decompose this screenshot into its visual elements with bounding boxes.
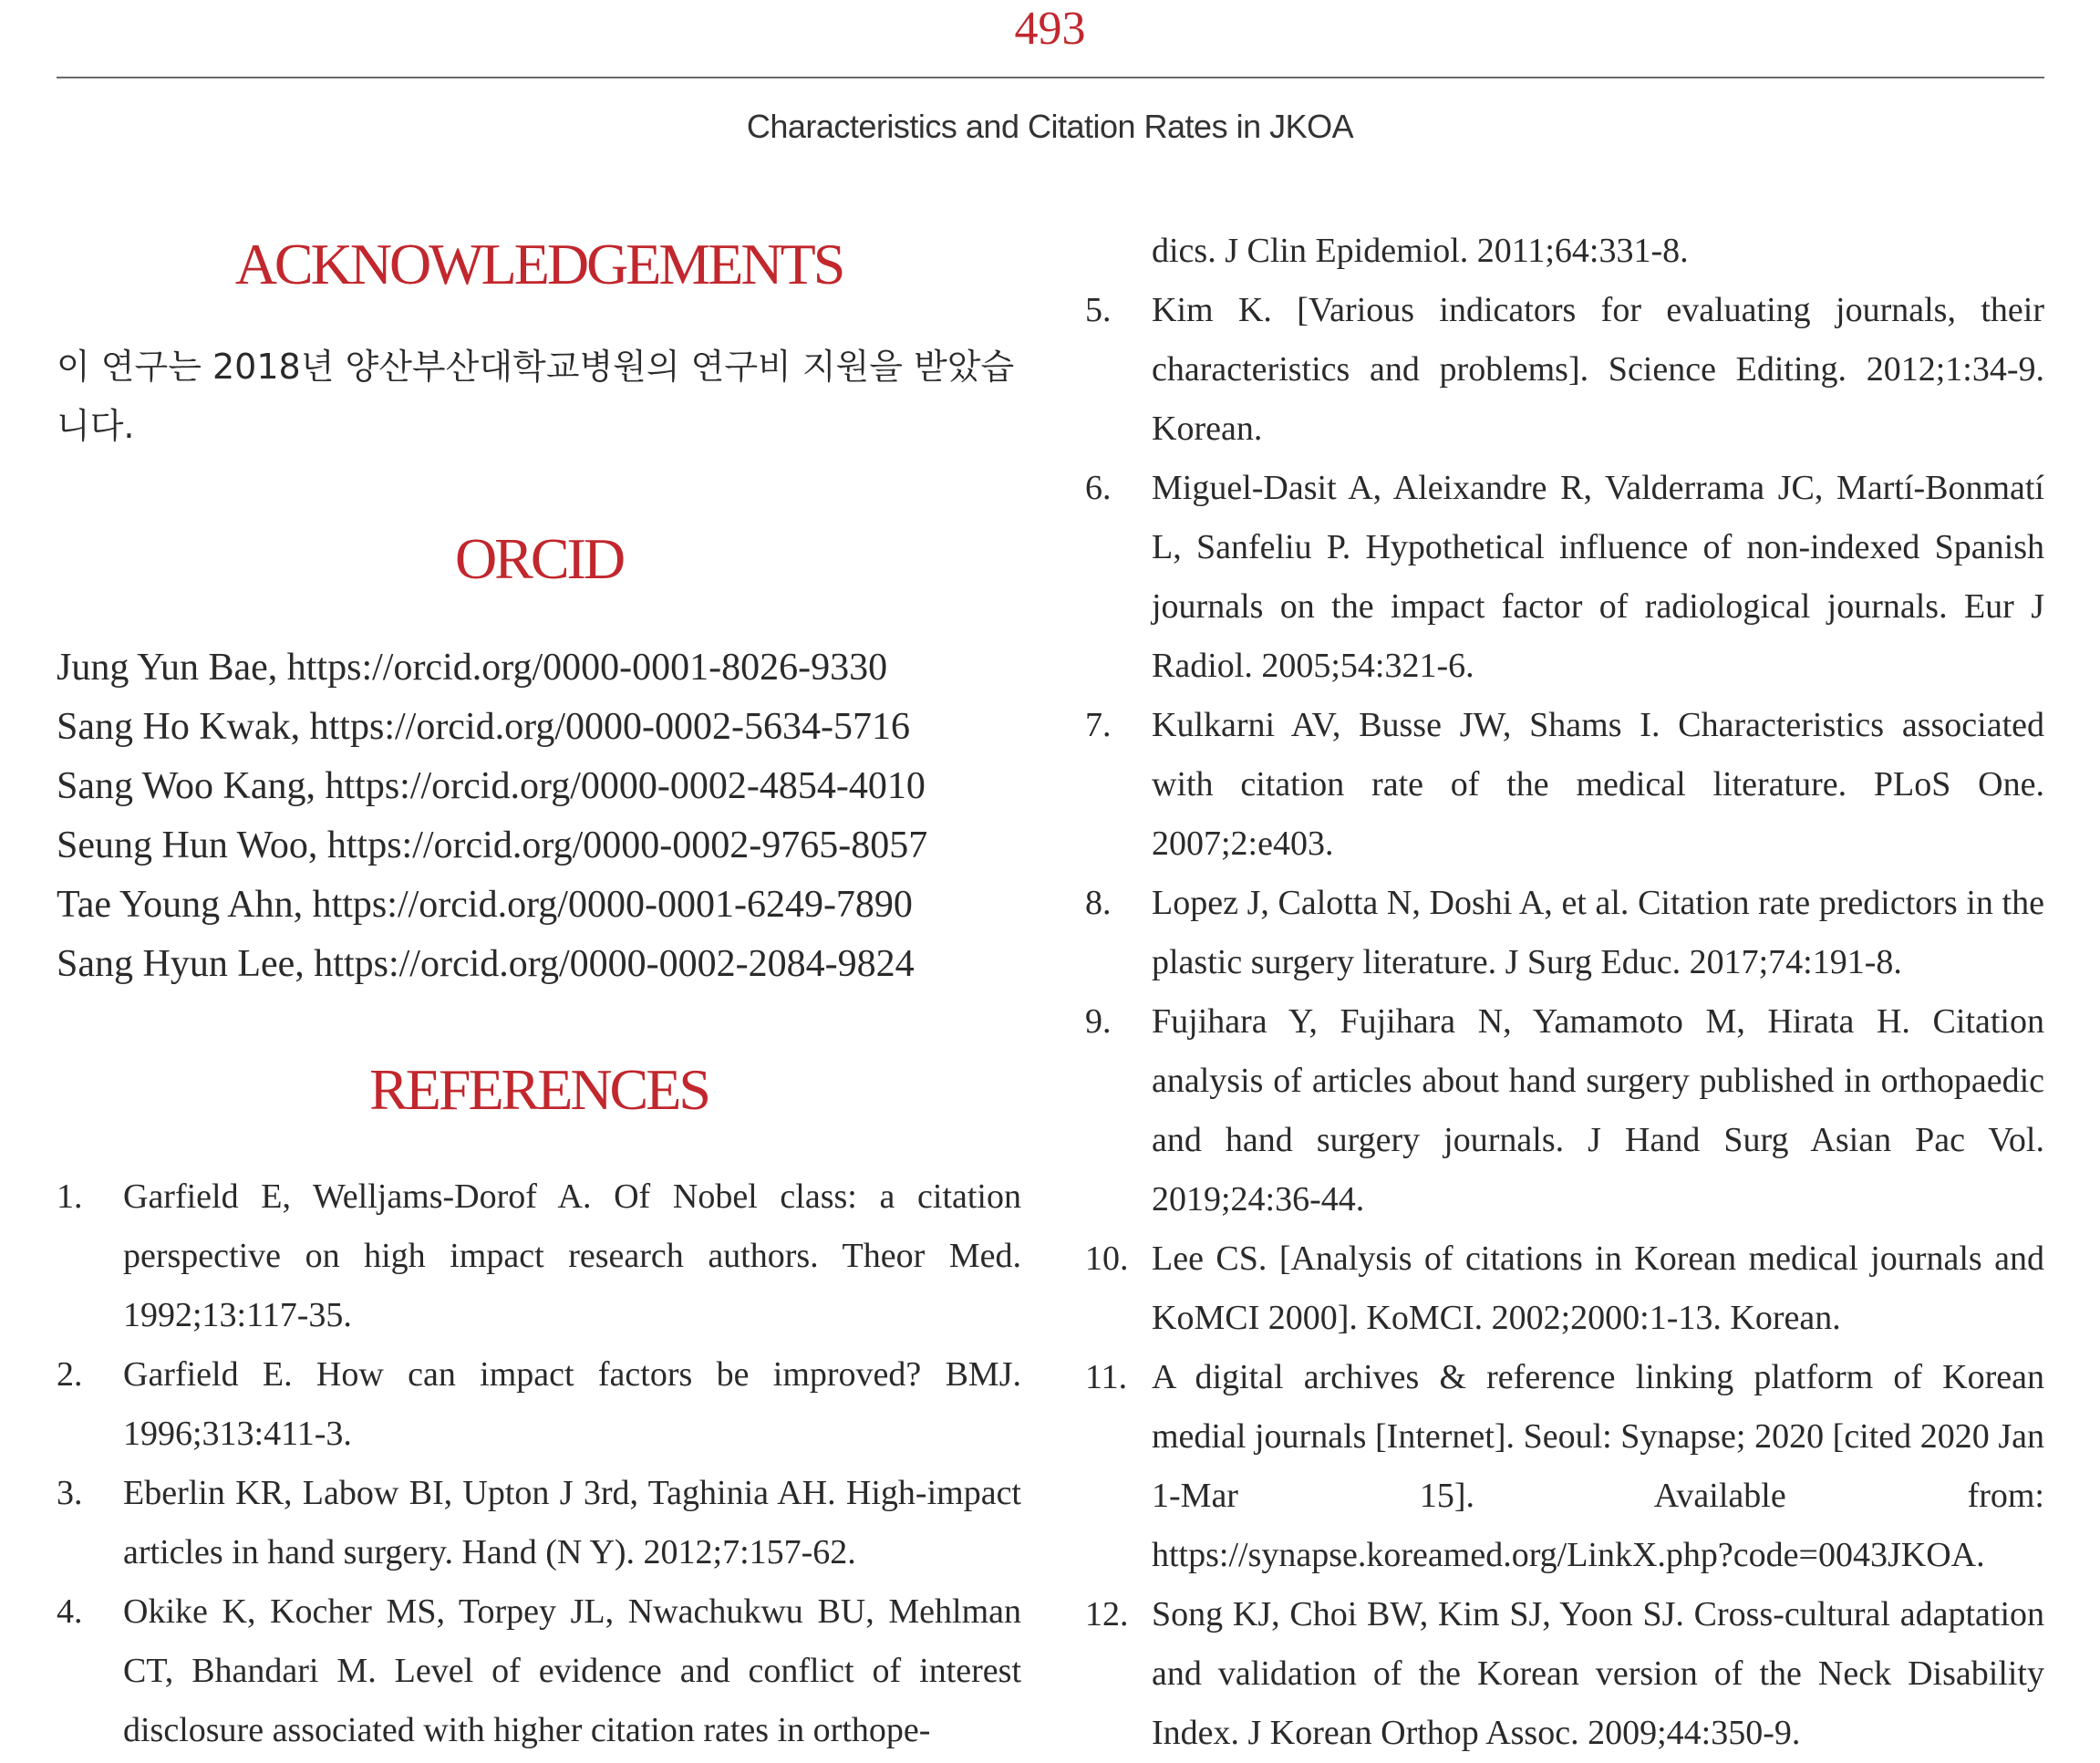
references-heading: REFERENCES [369,1057,709,1122]
reference-number: 12. [1085,1595,1129,1633]
reference-list-left [57,1167,1021,1760]
reference-text: Garfield E. How can impact factors be improved? BMJ. 1996;313:411-3. [123,1355,1021,1453]
reference-item [57,1167,1021,1345]
reference-item [57,1582,1021,1760]
reference-number: 10. [1085,1239,1129,1278]
reference-item [57,1464,1021,1582]
orcid-entry: Tae Young Ahn, https://orcid.org/0000-0001-6249-7890 [57,884,913,926]
orcid-entry: Sang Hyun Lee, https://orcid.org/0000-0002-2084-9824 [57,943,915,985]
reference-text: Miguel-Dasit A, Aleixandre R, Valderrama JC, Martí-Bonmatí L, Sanfeliu P. Hypothetical influence of non-indexed Spanish journals on the impact factor of radiological journals. Eur J Radiol. 2005;54:321-6. [1152,469,2044,685]
reference-number: 2. [57,1355,83,1394]
reference-text: Kim K. [Various indicators for evaluating journals, their characteristics and problems]. Science Editing. 2012;1:34-9. Korean. [1152,291,2044,448]
reference-text: Lopez J, Calotta N, Doshi A, et al. Citation rate predictors in the plastic surgery literature. J Surg Educ. 2017;74:191-8. [1152,884,2044,981]
orcid-heading: ORCID [454,526,624,591]
acknowledgements-text: 이 연구는 2018년 양산부산대학교병원의 연구비 지원을 받았습니다. [57,347,1015,446]
reference-text: Okike K, Kocher MS, Torpey JL, Nwachukwu BU, Mehlman CT, Bhandari M. Level of evidence and conflict of interest disclosure associated with higher citation rates in orthope- [123,1592,1021,1749]
running-title: Characteristics and Citation Rates in JKOA [746,108,1354,145]
reference-text: Garfield E, Welljams-Dorof A. Of Nobel class: a citation perspective on high impact research authors. Theor Med. 1992;13:117-35. [123,1177,1021,1334]
reference-text: Song KJ, Choi BW, Kim SJ, Yoon SJ. Cross-cultural adaptation and validation of the Korean version of the Neck Disability Index. J Korean Orthop Assoc. 2009;44:350-9. [1152,1595,2044,1752]
orcid-entry: Jung Yun Bae, https://orcid.org/0000-0001-8026-9330 [57,647,888,689]
reference-number: 9. [1085,1002,1112,1041]
reference-item [1085,992,2044,1229]
reference-number: 8. [1085,884,1112,922]
acknowledgements-heading: ACKNOWLEDGEMENTS [234,232,843,296]
reference-item [1085,1229,2044,1348]
reference-text: Fujihara Y, Fujihara N, Yamamoto M, Hirata H. Citation analysis of articles about hand surgery published in orthopaedic and hand surgery journals. J Hand Surg Asian Pac Vol. 2019;24:36-44. [1152,1002,2044,1219]
reference-item [1085,696,2044,874]
reference-text: A digital archives & reference linking platform of Korean medial journals [Internet]. Seoul: Synapse; 2020 [cited 2020 Jan 1-Mar 15]. Available from: https://synapse.koreamed.org/LinkX.php?code=0043JKOA. [1152,1358,2044,1574]
orcid-entry: Sang Woo Kang, https://orcid.org/0000-0002-4854-4010 [57,765,926,807]
orcid-entry: Seung Hun Woo, https://orcid.org/0000-0002-9765-8057 [57,824,928,866]
orcid-entry: Sang Ho Kwak, https://orcid.org/0000-0002-5634-5716 [57,706,910,748]
reference-item [1085,1348,2044,1585]
reference-item [1085,459,2044,696]
header-divider [57,77,2044,78]
reference-number: 11. [1085,1358,1128,1396]
reference-text: Eberlin KR, Labow BI, Upton J 3rd, Taghinia AH. High-impact articles in hand surgery. Hand (N Y). 2012;7:157-62. [123,1474,1021,1571]
orcid-list [57,638,1060,994]
reference-item [1085,874,2044,992]
reference-item [57,1345,1021,1464]
reference-number: 5. [1085,291,1112,329]
reference-number: 3. [57,1474,83,1512]
reference-number: 4. [57,1592,83,1631]
reference-number: 1. [57,1177,83,1216]
reference-continuation [1085,222,2044,281]
page-number: 493 [1014,3,1086,55]
reference-number: 6. [1085,469,1112,507]
reference-text: Lee CS. [Analysis of citations in Korean medical journals and KoMCI 2000]. KoMCI. 2002;2000:1-13. Korean. [1152,1239,2044,1337]
reference-text: dics. J Clin Epidemiol. 2011;64:331-8. [1152,232,1689,270]
reference-list-right [1085,222,2044,1763]
reference-item [1085,1585,2044,1763]
reference-number: 7. [1085,706,1112,744]
reference-text: Kulkarni AV, Busse JW, Shams I. Characteristics associated with citation rate of the medical literature. PLoS One. 2007;2:e403. [1152,706,2044,863]
reference-item [1085,281,2044,459]
